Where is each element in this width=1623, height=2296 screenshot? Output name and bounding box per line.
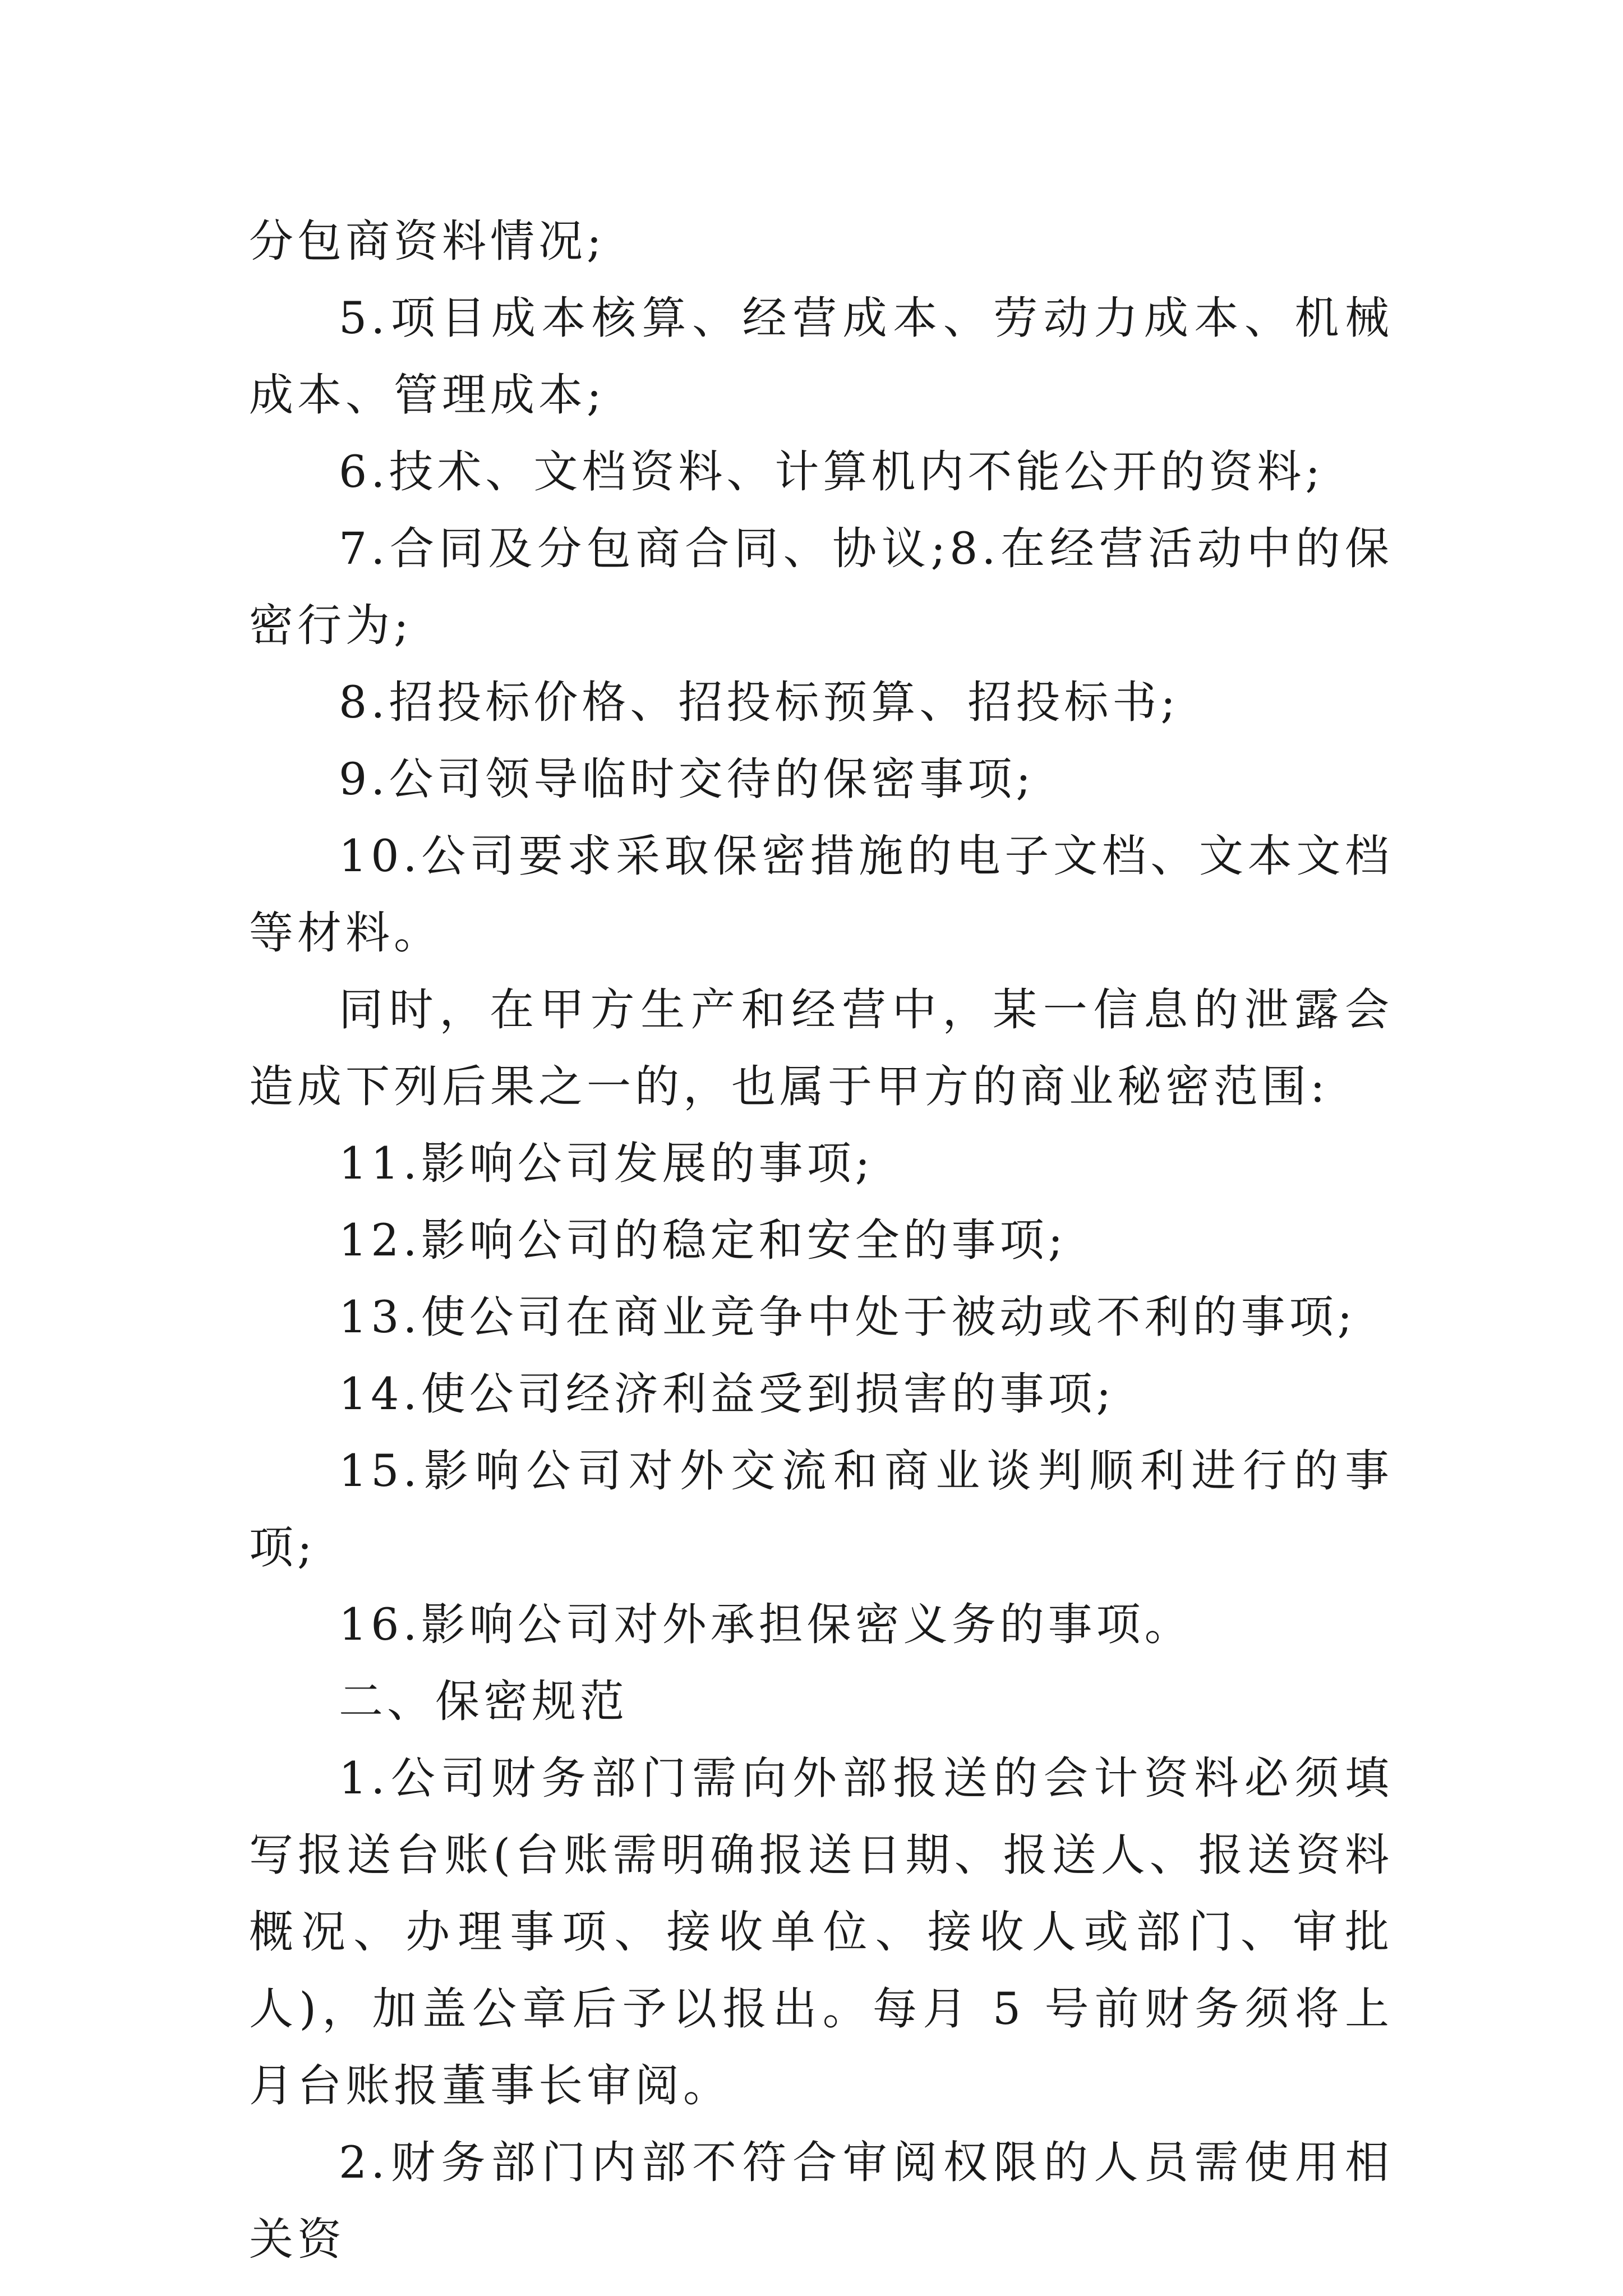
paragraph-0: 分包商资料情况; [249, 215, 606, 267]
paragraph-8: 11.影响公司发展的事项; [339, 1138, 874, 1189]
paragraph-7: 同时，在甲方生产和经营中，某一信息的泄露会造成下列后果之一的，也属于甲方的商业秘密范围: [249, 984, 1393, 1112]
paragraph-6: 10.公司要求采取保密措施的电子文档、文本文档等材料。 [249, 830, 1393, 959]
paragraph-9: 12.影响公司的稳定和安全的事项; [339, 1214, 1067, 1266]
paragraph-2: 6.技术、文档资料、计算机内不能公开的资料; [339, 446, 1324, 498]
paragraph-1: 5.项目成本核算、经营成本、劳动力成本、机械成本、管理成本; [249, 292, 1393, 421]
paragraph-4: 8.招投标价格、招投标预算、招投标书; [339, 677, 1179, 728]
paragraph-15: 1.公司财务部门需向外部报送的会计资料必须填写报送台账(台账需明确报送日期、报送人、报送资料概况、办理事项、接收单位、接收人或部门、审批人)，加盖公章后予以报出。每月 5 号前财务须将上月台账报董事长审阅。 [249, 1752, 1393, 2111]
document-body [249, 203, 1393, 2278]
paragraph-10: 13.使公司在商业竞争中处于被动或不利的事项; [339, 1291, 1357, 1343]
paragraph-11: 14.使公司经济利益受到损害的事项; [339, 1368, 1115, 1420]
section-heading-confidentiality-rules: 二、保密规范 [339, 1676, 628, 1727]
paragraph-3: 7.合同及分包商合同、协议;8.在经营活动中的保密行为; [249, 523, 1393, 651]
paragraph-13: 16.影响公司对外承担保密义务的事项。 [339, 1599, 1193, 1650]
paragraph-16: 2.财务部门内部不符合审阅权限的人员需使用相关资 [249, 2137, 1393, 2265]
paragraph-12: 15.影响公司对外交流和商业谈判顺利进行的事项; [249, 1445, 1393, 1573]
paragraph-5: 9.公司领导临时交待的保密事项; [339, 753, 1035, 805]
